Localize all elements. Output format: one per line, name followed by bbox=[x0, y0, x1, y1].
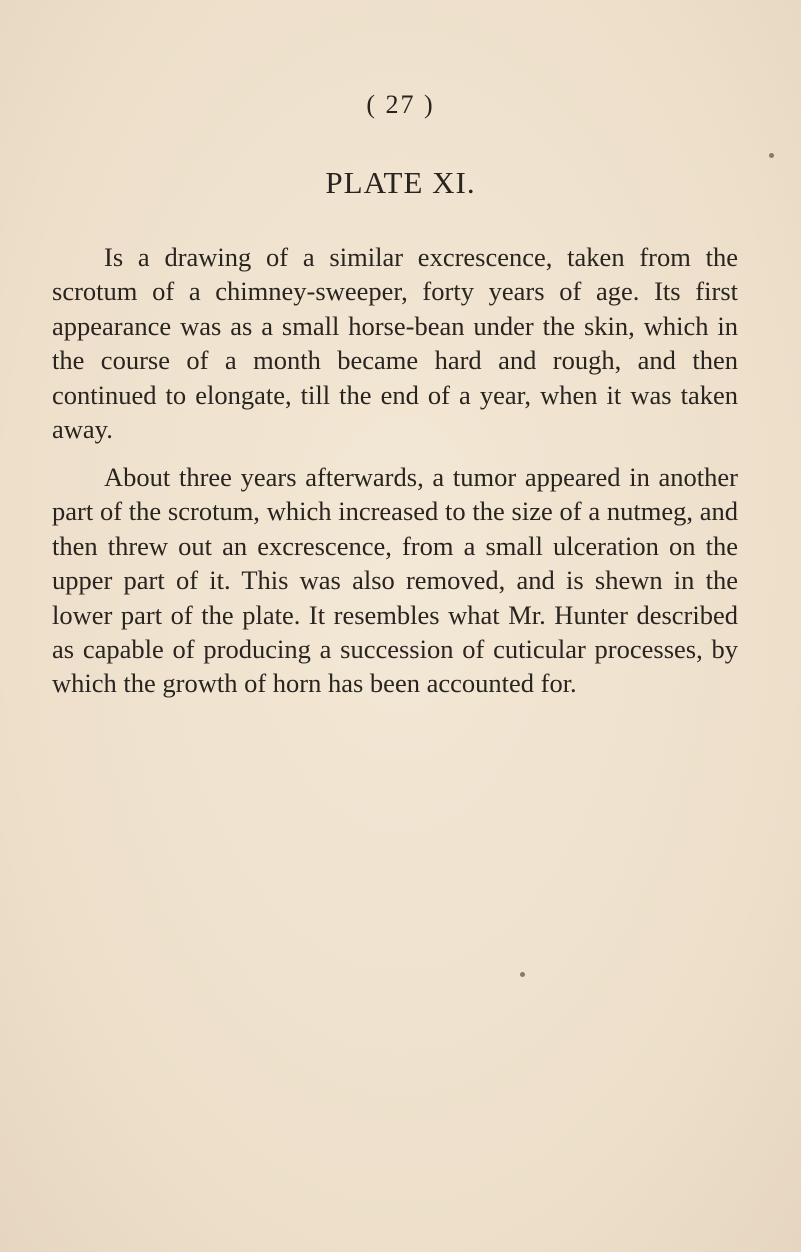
plate-title: PLATE XI. bbox=[325, 165, 476, 200]
paragraph-2: About three years afterwards, a tumor appeared in another part of the scrotum, which increased to the size of a nutmeg, and then threw out an excrescence, from a small ulceration on the upper part of it. This was also removed, and is shewn in the lower part of the plate. It resembles what Mr. Hunter described as capable of producing a succession of cuticular processes, by which the growth of horn has been accounted for. bbox=[52, 462, 738, 699]
page-number: ( 27 ) bbox=[366, 90, 435, 119]
paragraph-1: Is a drawing of a similar excrescence, taken from the scrotum of a chimney-sweeper, forty years of age. Its first appearance was as a small horse-bean under the skin, which in the course of a month became hard and rough, and then continued to elongate, till the end of a year, when it was taken away. bbox=[52, 242, 738, 445]
paper-speck bbox=[769, 153, 774, 158]
paper-speck bbox=[520, 972, 525, 977]
